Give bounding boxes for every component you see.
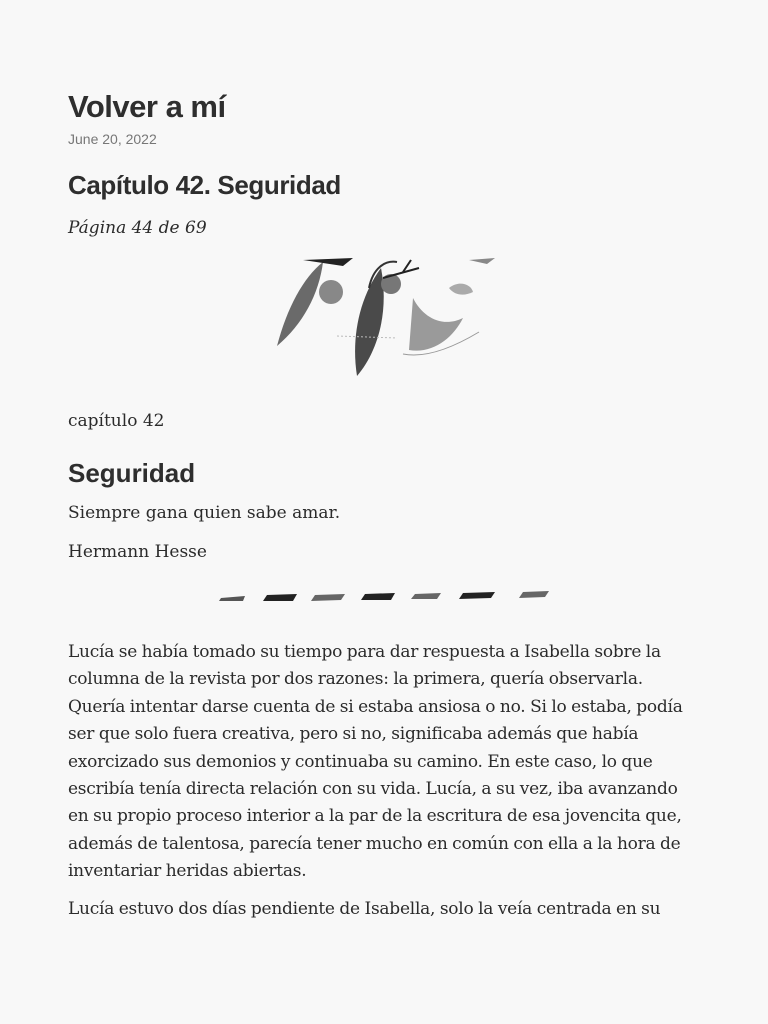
decorative-divider <box>219 589 549 603</box>
chapter-title: Capítulo 42. Seguridad <box>68 170 341 200</box>
chapter-label: capítulo 42 <box>68 411 165 431</box>
section-title: Seguridad <box>68 458 196 488</box>
publish-date: June 20, 2022 <box>68 131 157 147</box>
book-title: Volver a mí <box>68 89 226 124</box>
epigraph-author: Hermann Hesse <box>68 542 207 562</box>
page-count: Página 44 de 69 <box>68 218 207 238</box>
botanical-illustration <box>273 258 495 378</box>
body-paragraph: Lucía estuvo dos días pendiente de Isabella, solo la veía centrada en su <box>68 898 661 919</box>
epigraph-quote: Siempre gana quien sabe amar. <box>68 503 341 523</box>
body-paragraph: Lucía se había tomado su tiempo para dar respuesta a Isabella sobre la columna de la revista por dos razones: la primera, quería observarla. Quería intentar darse cuenta de si estaba ansiosa o no. Si lo estaba, podía ser que solo fuera creativa, pero si no, significaba además que había exorcizado sus demonios y continuaba su camino. En este caso, lo que escribía tenía directa relación con su vida. Lucía, a su vez, iba avanzando en su propio proceso interior a la par de la escritura de esa jovencita que, además de talentosa, parecía tener mucho en común con ella a la hora de inventariar heridas abiertas. <box>68 642 683 882</box>
